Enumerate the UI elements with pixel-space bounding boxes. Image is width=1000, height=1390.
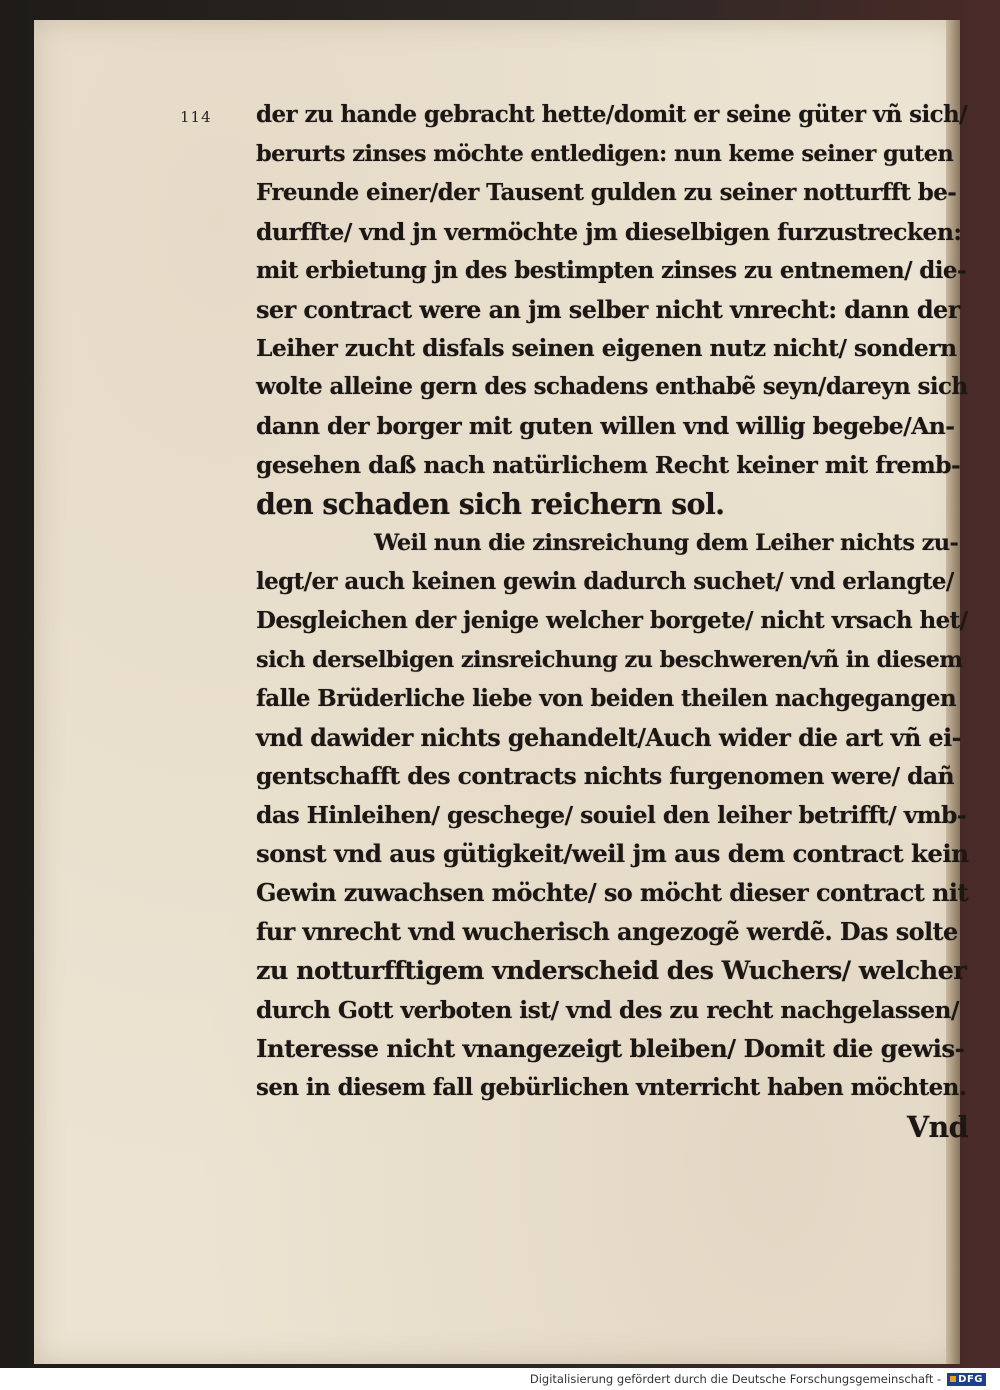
text-line: ser contract were an jm selber nicht vnrecht: dann der	[256, 294, 960, 324]
text-line: das Hinleihen/ geschege/ souiel den leiher betrifft/ vmb-	[256, 801, 967, 830]
text-line: sen in diesem fall gebürlichen vnterricht haben möchten.	[256, 1073, 967, 1101]
page-text	[256, 96, 968, 1146]
page-number: 114	[180, 108, 212, 126]
text-line: der zu hande gebracht hette/domit er seine güter vñ sich/	[256, 101, 967, 128]
dfg-credit-text: Digitalisierung gefördert durch die Deutsche Forschungsgemeinschaft -	[529, 1372, 942, 1386]
text-line: fur vnrecht vnd wucherisch angezogẽ werdẽ. Das solte	[256, 917, 958, 947]
text-line: Interesse nicht vnangezeigt bleiben/ Domit die gewis-	[256, 1033, 965, 1063]
text-line: mit erbietung jn des bestimpten zinses zu entnemen/ die-	[256, 256, 966, 284]
text-line: durch Gott verboten ist/ vnd des zu recht nachgelassen/	[256, 995, 959, 1024]
text-line: dann der borger mit guten willen vnd willig begebe/An-	[256, 412, 955, 441]
text-line: durffte/ vnd jn vermöchte jm dieselbigen furzustrecken:	[256, 217, 962, 246]
text-line: berurts zinses möchte entledigen: nun keme seiner guten	[256, 140, 954, 167]
catchword: Vnd	[907, 1109, 968, 1144]
book-page	[34, 20, 969, 1364]
text-line: falle Brüderliche liebe von beiden theilen nachgegangen	[256, 684, 957, 712]
text-line: wolte alleine gern des schadens enthabẽ seyn/dareyn sich	[256, 373, 968, 401]
text-line: Desgleichen der jenige welcher borgete/ nicht vrsach het/	[256, 606, 968, 634]
text-line: vnd dawider nichts gehandelt/Auch wider die art vñ ei-	[256, 722, 961, 752]
text-line: den schaden sich reichern sol.	[256, 487, 725, 522]
text-line: Gewin zuwachsen möchte/ so möcht dieser contract nit	[256, 878, 968, 908]
dfg-logo: DFG	[947, 1373, 986, 1386]
text-line: sich derselbigen zinsreichung zu beschweren/vñ in diesem	[256, 646, 963, 673]
text-line-paragraph-start: Weil nun die zinsreichung dem Leiher nichts zu-	[374, 529, 959, 556]
text-line: gesehen daß nach natürlichem Recht keiner mit fremb-	[256, 451, 961, 480]
text-line: legt/er auch keinen gewin dadurch suchet/ vnd erlangte/	[256, 567, 954, 595]
text-line: gentschafft des contracts nichts furgenomen were/ dañ	[256, 762, 955, 791]
digitization-credit-bar	[0, 1368, 1000, 1390]
text-line: sonst vnd aus gütigkeit/weil jm aus dem contract kein	[256, 839, 969, 869]
text-line: Leiher zucht disfals seinen eigenen nutz nicht/ sondern	[256, 334, 957, 363]
text-line: Freunde einer/der Tausent gulden zu seiner notturfft be-	[256, 178, 957, 206]
text-line: zu notturfftigem vnderscheid des Wuchers/ welcher	[256, 955, 967, 986]
